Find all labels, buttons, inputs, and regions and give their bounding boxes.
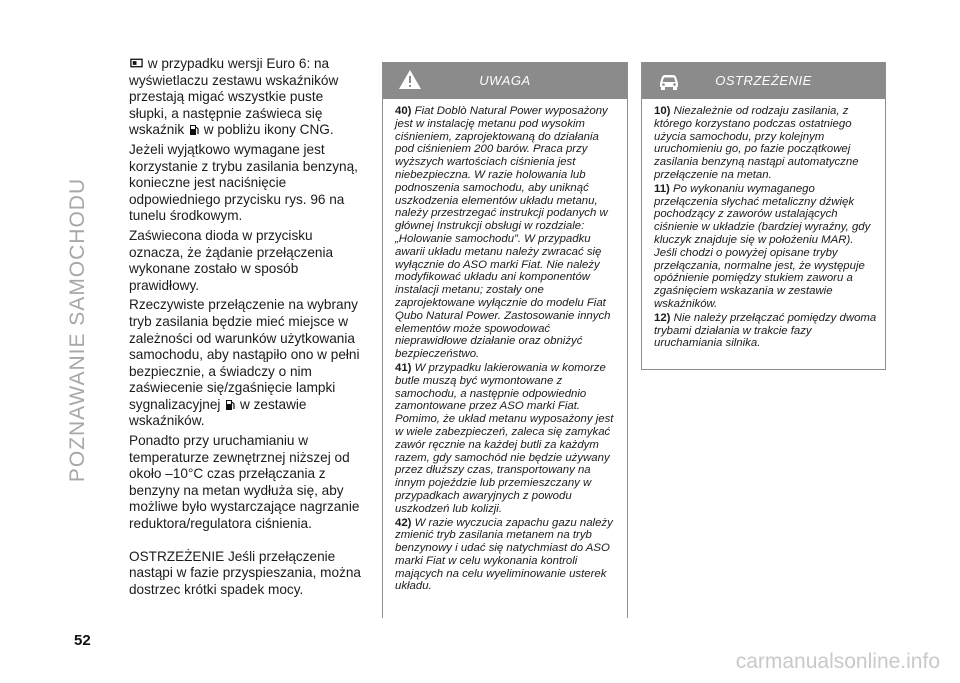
uwaga-item [395, 517, 619, 594]
fuel-indicator-icon [189, 123, 199, 136]
ostrzezenie-item-text: Nie należy przełączać pomiędzy dwoma trybami działania w trakcie fazy uruchamiania silnika. [654, 311, 877, 350]
paragraph-switching [129, 297, 365, 430]
uwaga-body [383, 99, 627, 593]
footer-watermark: carmanualsonline.info [735, 650, 940, 673]
paragraph-euro6-tail: w pobliżu ikony CNG. [203, 122, 334, 138]
ostrzezenie-header [642, 62, 885, 99]
selector-icon [130, 58, 143, 68]
left-text-column [129, 56, 365, 601]
fuel-lamp-icon [225, 398, 235, 411]
car-warning-icon [656, 68, 682, 92]
ostrzezenie-box [641, 62, 886, 370]
uwaga-header [383, 62, 627, 99]
uwaga-box [382, 62, 628, 618]
paragraph-led: Zaświecona dioda w przycisku oznacza, że żądanie przełączenia wykonane zostało w sposób prawidłowy. [129, 227, 334, 293]
paragraph-temperature: Ponadto przy uruchamianiu w temperaturze zewnętrznej niższej od około –10°C czas przełączania z benzyny na metan wydłuża się, aby możliwe było wystarczające nagrzanie reduktora/regulatora ciśnienia. [129, 433, 360, 532]
paragraph-switching-tail: w zestawie wskaźników. [129, 396, 307, 429]
ostrzezenie-item-text: Po wykonaniu wymaganego przełączenia słychać metaliczny dźwięk pochodzący z zaworów ustalających ciśnienie w układzie (bardziej wyraźny, gdy kluczyk znajduje się w położeniu MAR). Jeśli chodzi o powyżej opisane tryby przełączania, normalne jest, że występuje opóźnienie pomiędzy stukiem zaworu a zgaśnięciem wskazania w zestawie wskaźników. [654, 182, 871, 310]
paragraph-warning-power: OSTRZEŻENIE Jeśli przełączenie nastąpi w fazie przyspieszania, można dostrzec krótki spadek mocy. [129, 548, 361, 597]
uwaga-item-number: 40) [395, 105, 412, 117]
warning-triangle-icon [397, 68, 423, 92]
uwaga-item-number: 42) [395, 516, 412, 529]
ostrzezenie-body [642, 99, 885, 350]
uwaga-item [395, 362, 619, 516]
ostrzezenie-item [654, 312, 877, 350]
paragraph-switching-text: Rzeczywiste przełączenie na wybrany tryb zasilania będzie mieć miejsce w zależności od warunków użytkowania samochodu, aby nastąpiło ono w pełni bezpiecznie, a świadczy o nim zaświecenie się/zgaśnięcie lampki sygnalizacyjnej [129, 297, 360, 412]
uwaga-item-text: Fiat Doblò Natural Power wyposażony jest w instalację metanu pod wysokim ciśnieniem, zaprojektowaną do działania pod ciśnieniem 200 barów. Praca przy wyższych wartościach ciśnienia jest niebezpieczna. W razie holowania lub podnoszenia samochodu, aby uniknąć uszkodzenia elementów układu metanu, należy przestrzegać instrukcji podanych w głównej Instrukcji obsługi w rozdziale: „Holowanie samochodu”. W przypadku awarii układu metanu należy zwracać się wyłącznie do ASO marki Fiat. Nie należy modyfikować układu ani komponentów instalacji metanu; zostały one zaprojektowane wyłącznie do modelu Fiat Qubo Natural Power. Zastosowanie innych elementów może spowodować nieprawidłowe działanie oraz obniżyć bezpieczeństwo. [395, 105, 611, 361]
ostrzezenie-header-label: OSTRZEŻENIE [715, 73, 812, 88]
uwaga-item-text: W przypadku lakierowania w komorze butle muszą być wymontowane z samochodu, a następnie odpowiednio zamontowane przez ASO marki Fiat. Pomimo, że układ metanu wyposażony jest w wiele zabezpieczeń, zaleca się zamykać zawór ręcznie na każdej butli za każdym razem, gdy samochód nie będzie używany przez dłuższy czas, transportowany na innym pojeździe lub przemieszczany w przypadkach awaryjnych z powodu uszkodzeń lub kolizji. [395, 361, 614, 515]
ostrzezenie-item-number: 11) [654, 182, 670, 195]
paragraph-euro6 [129, 56, 365, 139]
paragraph-petrol-mode: Jeżeli wyjątkowo wymagane jest korzystanie z trybu zasilania benzyną, konieczne jest naciśnięcie odpowiedniego przycisku rys. 96 na tunelu środkowym. [129, 141, 358, 224]
uwaga-item-number: 41) [395, 361, 412, 374]
uwaga-item-text: W razie wyczucia zapachu gazu należy zmienić tryb zasilania metanem na tryb benzynowy i udać się natychmiast do ASO marki Fiat w celu wykonania kontroli mających na celu wyeliminowanie usterek układu. [395, 516, 613, 593]
side-section-title-text: POZNAWANIE SAMOCHODU [66, 177, 89, 483]
ostrzezenie-item [654, 105, 877, 182]
ostrzezenie-item [654, 183, 877, 311]
ostrzezenie-item-number: 12) [654, 311, 671, 324]
uwaga-header-label: UWAGA [479, 73, 531, 88]
uwaga-item [395, 105, 619, 361]
ostrzezenie-item-number: 10) [654, 105, 671, 117]
page-number: 52 [74, 632, 91, 649]
paragraph-euro6-text: w przypadku wersji Euro 6: na wyświetlaczu zestawu wskaźników przestają migać wszystkie puste słupki, a następnie zaświeca się wskaźnik [129, 56, 339, 138]
ostrzezenie-item-text: Niezależnie od rodzaju zasilania, z którego korzystano podczas ostatniego użycia samochodu, przy kolejnym uruchomieniu go, po fazie początkowej zasilania benzyną nastąpi automatyczne przełączenie na metan. [654, 105, 859, 181]
